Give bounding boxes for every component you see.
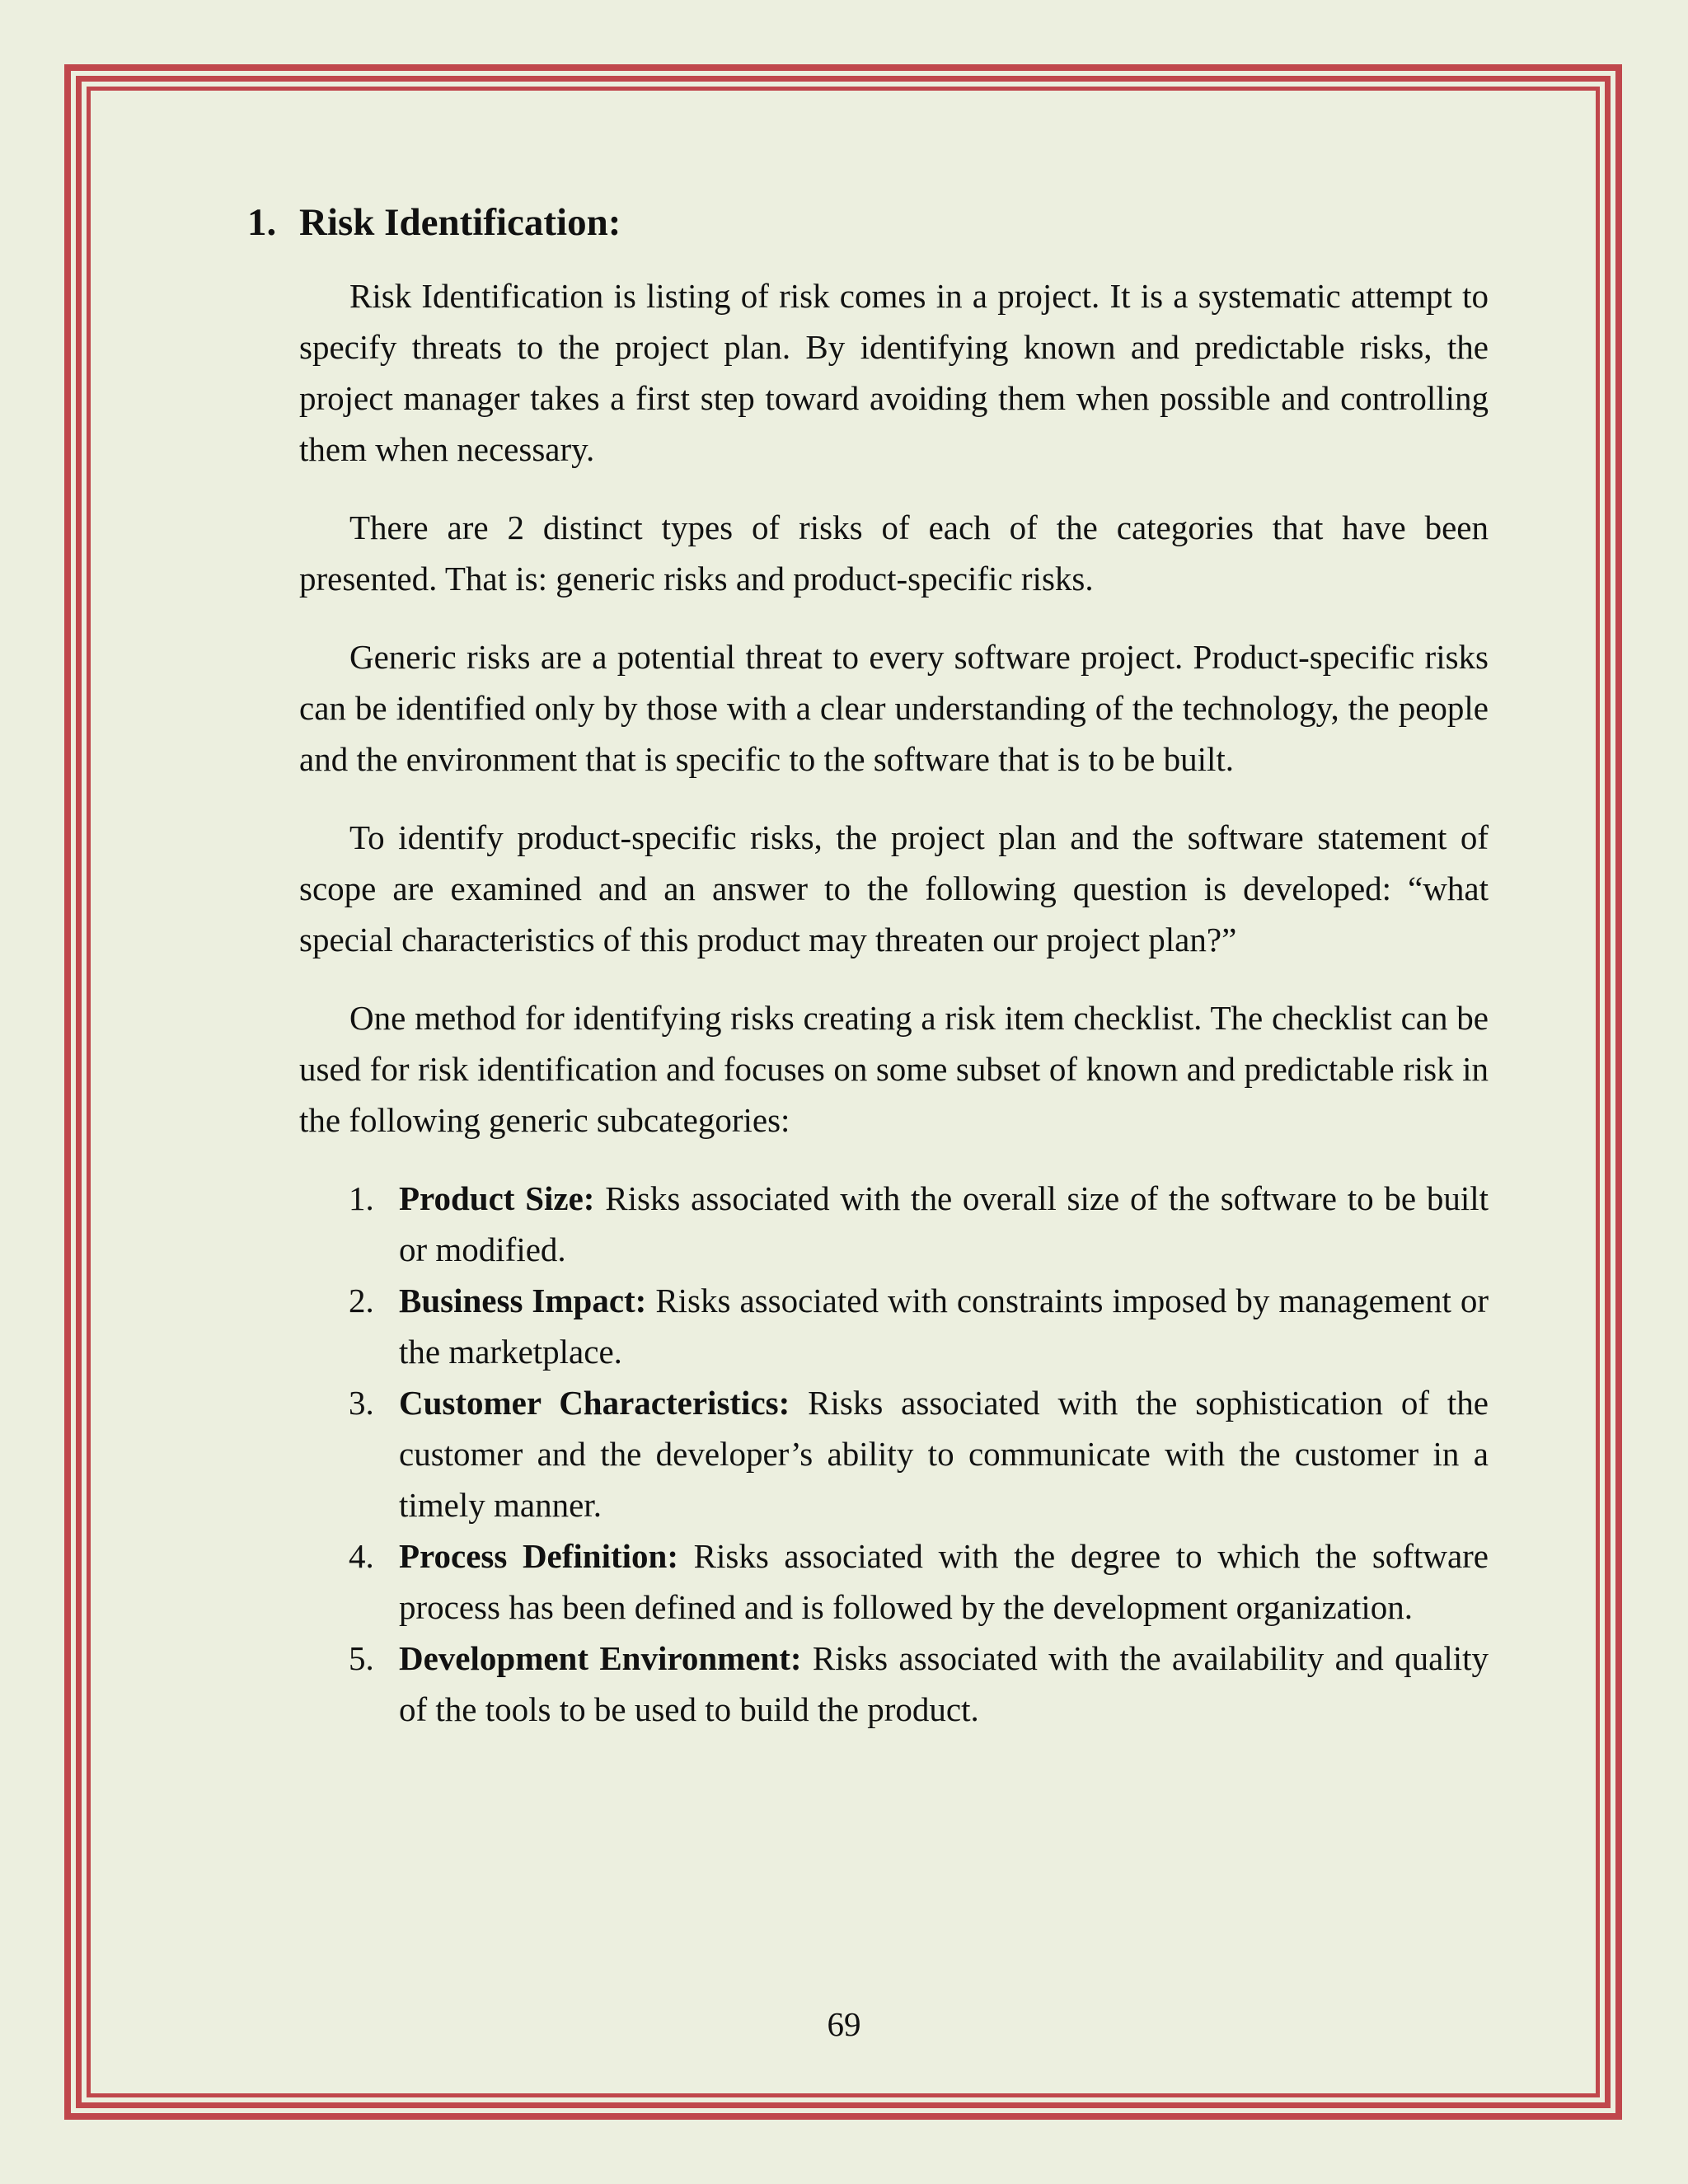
list-item-description: Risks associated with the sophistication of the customer and the developer’s ability to communicate with the customer in a timely manner. — [399, 1384, 1489, 1524]
list-item-term: Development Environment: — [399, 1639, 802, 1677]
list-item-description: Risks associated with constraints imposed by management or the marketplace. — [399, 1282, 1489, 1371]
list-item-text — [399, 1530, 1489, 1633]
list-marker: 4. — [349, 1537, 374, 1575]
page-number: 69 — [827, 2005, 861, 2043]
list-marker: 5. — [349, 1639, 374, 1677]
list-item-term: Customer Characteristics: — [399, 1384, 790, 1422]
paragraph: To identify product-specific risks, the project plan and the software statement of scope are examined and an answer to the following question is developed: “what special characteristics of this product may threaten our project plan?” — [299, 818, 1489, 958]
section-number: 1. — [247, 201, 277, 244]
page-content — [247, 198, 1489, 1735]
list-item — [349, 1377, 1489, 1530]
paragraph: Risk Identification is listing of risk comes in a project. It is a systematic attempt to specify threats to the project plan. By identifying known and predictable risks, the project manager takes a first step toward avoiding them when possible and controlling them when necessary. — [299, 277, 1489, 468]
list-item-term: Process Definition: — [399, 1537, 678, 1575]
list-item — [349, 1530, 1489, 1633]
paragraph: Generic risks are a potential threat to every software project. Product-specific risks can be identified only by those with a clear understanding of the technology, the people and the environment that is specific to the software that is to be built. — [299, 638, 1489, 778]
list-item-text — [399, 1633, 1489, 1735]
list-item-text — [399, 1173, 1489, 1275]
list-item-text — [399, 1377, 1489, 1530]
list-item-term: Business Impact: — [399, 1282, 647, 1319]
list-item-description: Risks associated with the overall size of the software to be built or modified. — [399, 1179, 1489, 1268]
list-item — [349, 1633, 1489, 1735]
list-item — [349, 1275, 1489, 1377]
list-item-text — [399, 1275, 1489, 1377]
list-item-description: Risks associated with the availability and quality of the tools to be used to build the product. — [399, 1639, 1489, 1728]
list-item — [349, 1173, 1489, 1275]
list-marker: 2. — [349, 1282, 374, 1319]
section-title: Risk Identification: — [299, 201, 621, 244]
list-marker: 3. — [349, 1384, 374, 1422]
list-item-term: Product Size: — [399, 1179, 595, 1217]
list-item-description: Risks associated with the degree to which the software process has been defined and is followed by the development organization. — [399, 1537, 1489, 1626]
section-heading — [247, 198, 1489, 247]
list-marker: 1. — [349, 1179, 374, 1217]
paragraph: There are 2 distinct types of risks of each of the categories that have been presented. That is: generic risks and product-specific risks. — [299, 509, 1489, 598]
paragraph: One method for identifying risks creating a risk item checklist. The checklist can be used for risk identification and focuses on some subset of known and predictable risk in the following generic subcategories: — [299, 999, 1489, 1139]
risk-subcategory-list — [349, 1173, 1489, 1735]
section-body — [299, 270, 1489, 1735]
